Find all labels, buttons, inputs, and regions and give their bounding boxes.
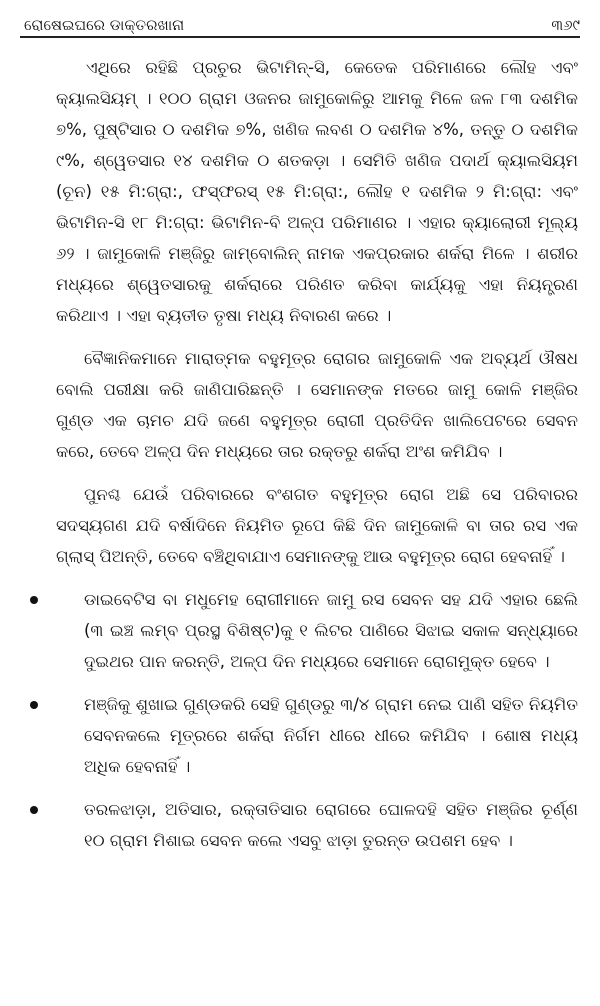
list-item-text: ମଞ୍ଜିକୁ ଶୁଖାଇ ଗୁଣ୍ଡକରି ସେହି ଗୁଣ୍ଡରୁ ୩/୪ ଗ୍ରାମ ନେଇ ପାଣି ସହିତ ନିୟମିତ ସେବନକଲେ ମୂତ୍ରରେ ଶର୍କରା ନିର୍ଗମ ଧୀରେ ଧୀରେ କମିଯିବ । ଶୋଷ ମଧ୍ୟ ଅଧିକ ହେବନାହିଁ । xyxy=(84,695,578,776)
running-title: ରୋଷେଇଘରେ ଡାକ୍ତରଖାନା xyxy=(24,16,185,34)
list-item xyxy=(56,689,578,782)
paragraph-scientists: ବୈଜ୍ଞାନିକମାନେ ମାରାତ୍ମକ ବହୁମୂତ୍ର ରୋଗର ଜାମୁକୋଳି ଏକ ଅବ୍ୟର୍ଥ ଔଷଧ ବୋଲି ପରୀକ୍ଷା କରି ଜାଣିପାରିଛନ୍ତି । ସେମାନଙ୍କ ମତରେ ଜାମୁ କୋଳି ମଞ୍ଜିର ଗୁଣ୍ଡ ଏକ ଚାମଚ ଯଦି ଜଣେ ବହୁମୂତ୍ର ରୋଗୀ ପ୍ରତିଦିନ ଖାଲିପେଟରେ ସେବନ କରେ, ତେବେ ଅଳ୍ପ ଦିନ ମଧ୍ୟରେ ତାର ରକ୍ତରୁ ଶର୍କରା ଅଂଶ କମିଯିବ । xyxy=(56,349,578,461)
body-text xyxy=(56,52,578,868)
remedy-list xyxy=(56,584,578,856)
page-number: ୩୬୯ xyxy=(551,16,580,34)
running-header xyxy=(24,8,580,34)
header-rule xyxy=(20,36,580,38)
paragraph-nutrition: ଏଥିରେ ରହିଛି ପ୍ରଚୁର ଭିଟାମିନ୍-ସି, କେତେକ ପରିମାଣରେ ଲୌହ ଏବଂ କ୍ୟାଲସିୟମ୍ । ୧୦୦ ଗ୍ରାମ ଓଜନର ଜାମୁକୋଳିରୁ ଆମକୁ ମିଳେ ଜଳ ୮୩ ଦଶମିକ ୭%, ପୁଷ୍ଟିସାର ୦ ଦଶମିକ ୭%, ଖଣିଜ ଲବଣ ୦ ଦଶମିକ ୪%, ତନ୍ତୁ ୦ ଦଶମିକ ୯%, ଶ୍ୱେତସାର ୧୪ ଦଶମିକ ୦ ଶତକଡ଼ା । ସେମିତି ଖଣିଜ ପଦାର୍ଥ କ୍ୟାଲସିୟମ (ଚୂନ) ୧୫ ମି:ଗ୍ରା:, ଫସ୍ଫରସ୍ ୧୫ ମି:ଗ୍ରା:, ଲୌହ ୧ ଦଶମିକ ୨ ମି:ଗ୍ରା: ଏବଂ ଭିଟାମିନ-ସି ୧୮ ମି:ଗ୍ରା: ଭିଟାମିନ-ବି ଅଳ୍ପ ପରିମାଣର । ଏହାର କ୍ୟାଲୋରୀ ମୂଲ୍ୟ ୬୨ । ଜାମୁକୋଳି ମଞ୍ଜିରୁ ଜାମ୍ବୋଲିନ୍ ନାମକ ଏକପ୍ରକାର ଶର୍କରା ମିଳେ । ଶରୀର ମଧ୍ୟରେ ଶ୍ୱେତସାରକୁ ଶର୍କରାରେ ପରିଣତ କରିବା କାର୍ଯ୍ୟକୁ ଏହା ନିୟନ୍ତ୍ରଣ କରିଥାଏ । ଏହା ବ୍ୟତୀତ ତୃଷା ମଧ୍ୟ ନିବାରଣ କରେ । xyxy=(56,58,578,325)
list-item xyxy=(56,794,578,856)
bullet-icon xyxy=(30,596,38,604)
bullet-icon xyxy=(30,701,38,709)
list-item xyxy=(56,584,578,677)
bullet-icon xyxy=(30,806,38,814)
list-item-text: ତରଳଝାଡ଼ା, ଅତିସାର, ରକ୍ତାତିସାର ରୋଗରେ ଘୋଳଦହି ସହିତ ମଞ୍ଜିର ଚୂର୍ଣ୍ଣ ୧୦ ଗ୍ରାମ ମିଶାଇ ସେବନ କଲେ ଏସବୁ ଝାଡ଼ା ତୁରନ୍ତ ଉପଶମ ହେବ । xyxy=(84,800,578,850)
list-item-text: ଡାଇବେଟିସ ବା ମଧୁମେହ ରୋଗୀମାନେ ଜାମୁ ରସ ସେବନ ସହ ଯଦି ଏହାର ଛେଲି (୩ ଇଞ୍ଚ ଲମ୍ବ ପ୍ରସ୍ଥ ବିଶିଷ୍ଟ)କୁ ୧ ଲିଟର ପାଣିରେ ସିଝାଇ ସକାଳ ସନ୍ଧ୍ୟାରେ ଦୁଇଥର ପାନ କରନ୍ତି, ଅଳ୍ପ ଦିନ ମଧ୍ୟରେ ସେମାନେ ରୋଗମୁକ୍ତ ହେବେ । xyxy=(84,590,578,671)
paragraph-hereditary: ପୁନଶ୍ଚ ଯେଉଁ ପରିବାରରେ ବଂଶଗତ ବହୁମୂତ୍ର ରୋଗ ଅଛି ସେ ପରିବାରର ସଦସ୍ୟଗଣ ଯଦି ବର୍ଷାଦିନେ ନିୟମିତ ରୂପେ କିଛି ଦିନ ଜାମୁକୋଳି ବା ତାର ରସ ଏକ ଗ୍ଲାସ୍ ପିଅନ୍ତି, ତେବେ ବଞ୍ଚିଥିବାଯାଏ ସେମାନଙ୍କୁ ଆଉ ବହୁମୂତ୍ର ରୋଗ ହେବନାହିଁ । xyxy=(56,485,578,566)
